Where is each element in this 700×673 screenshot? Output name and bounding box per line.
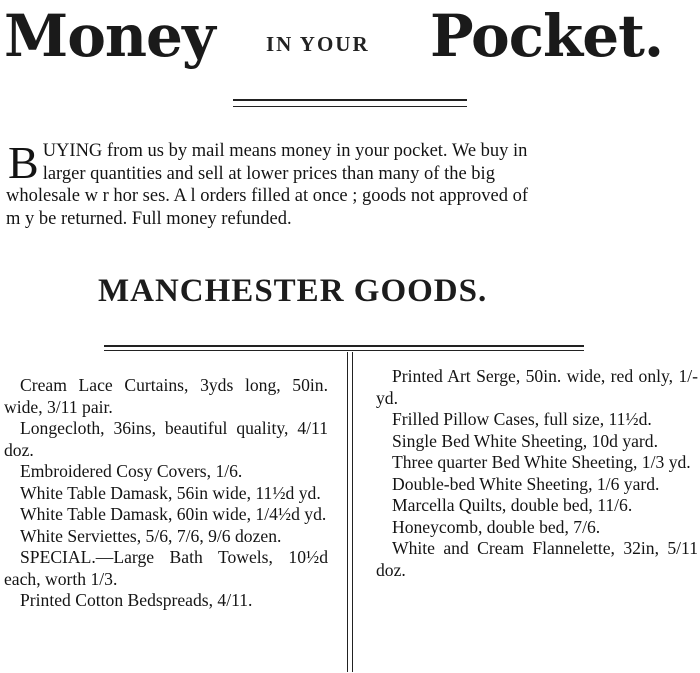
intro-paragraph [6,137,688,230]
list-item: White and Cream Flannelette, 32in, 5/11 doz. [376,538,698,580]
section-rule-top [104,345,584,347]
right-column [376,366,698,581]
headline-rule-top [233,99,467,101]
list-item: Honeycomb, double bed, 7/6. [392,516,601,537]
list-item: Marcella Quilts, double bed, 11/6. [392,495,633,515]
intro-line-1: UYING from us by mail means money in your pocket. We buy in [42,141,528,161]
intro-line-3: wholesale w r hor ses. A l orders filled at once ; goods not approved of [6,186,528,206]
list-item: Three quarter Bed White Sheeting, 1/3 yd. [392,452,691,472]
list-item: Embroidered Cosy Covers, 1/6. [20,461,243,481]
column-divider-right [352,352,353,672]
list-item: Frilled Pillow Cases, full size, 11½d. [392,409,652,429]
column-divider-left [347,352,348,672]
section-title: MANCHESTER GOODS. [98,273,488,309]
headline-pocket: Pocket. [430,2,664,70]
list-item: Cream Lace Curtains, 3yds long, 50in. wide, 3/11 pair. [4,375,328,417]
drop-cap: B [8,137,39,188]
section-rule-bottom [104,350,584,351]
headline-rule-bottom [233,106,467,107]
list-item: Double-bed White Sheeting, 1/6 yard. [392,473,660,494]
headline-money: Money [4,2,215,70]
intro-line-4: m y be returned. Full money refunded. [6,208,292,229]
left-column [4,375,328,612]
headline [4,0,696,78]
list-item: White Table Damask, 56in wide, 11½d yd. [20,482,321,503]
list-item: White Serviettes, 5/6, 7/6, 9/6 dozen. [20,525,282,546]
list-item: SPECIAL.—Large Bath Towels, 10½d each, worth 1/3. [4,547,328,589]
list-item: Single Bed White Sheeting, 10d yard. [392,430,658,451]
headline-in-your: IN YOUR [266,32,370,56]
list-item: Printed Cotton Bedspreads, 4/11. [20,590,253,610]
list-item: Longecloth, 36ins, beautiful quality, 4/11 doz. [4,418,328,460]
list-item: White Table Damask, 60in wide, 1/4½d yd. [20,504,327,524]
list-item: Printed Art Serge, 50in. wide, red only, 1/- yd. [376,366,698,408]
intro-line-2: larger quantities and sell at lower prices than many of the big [42,163,495,184]
